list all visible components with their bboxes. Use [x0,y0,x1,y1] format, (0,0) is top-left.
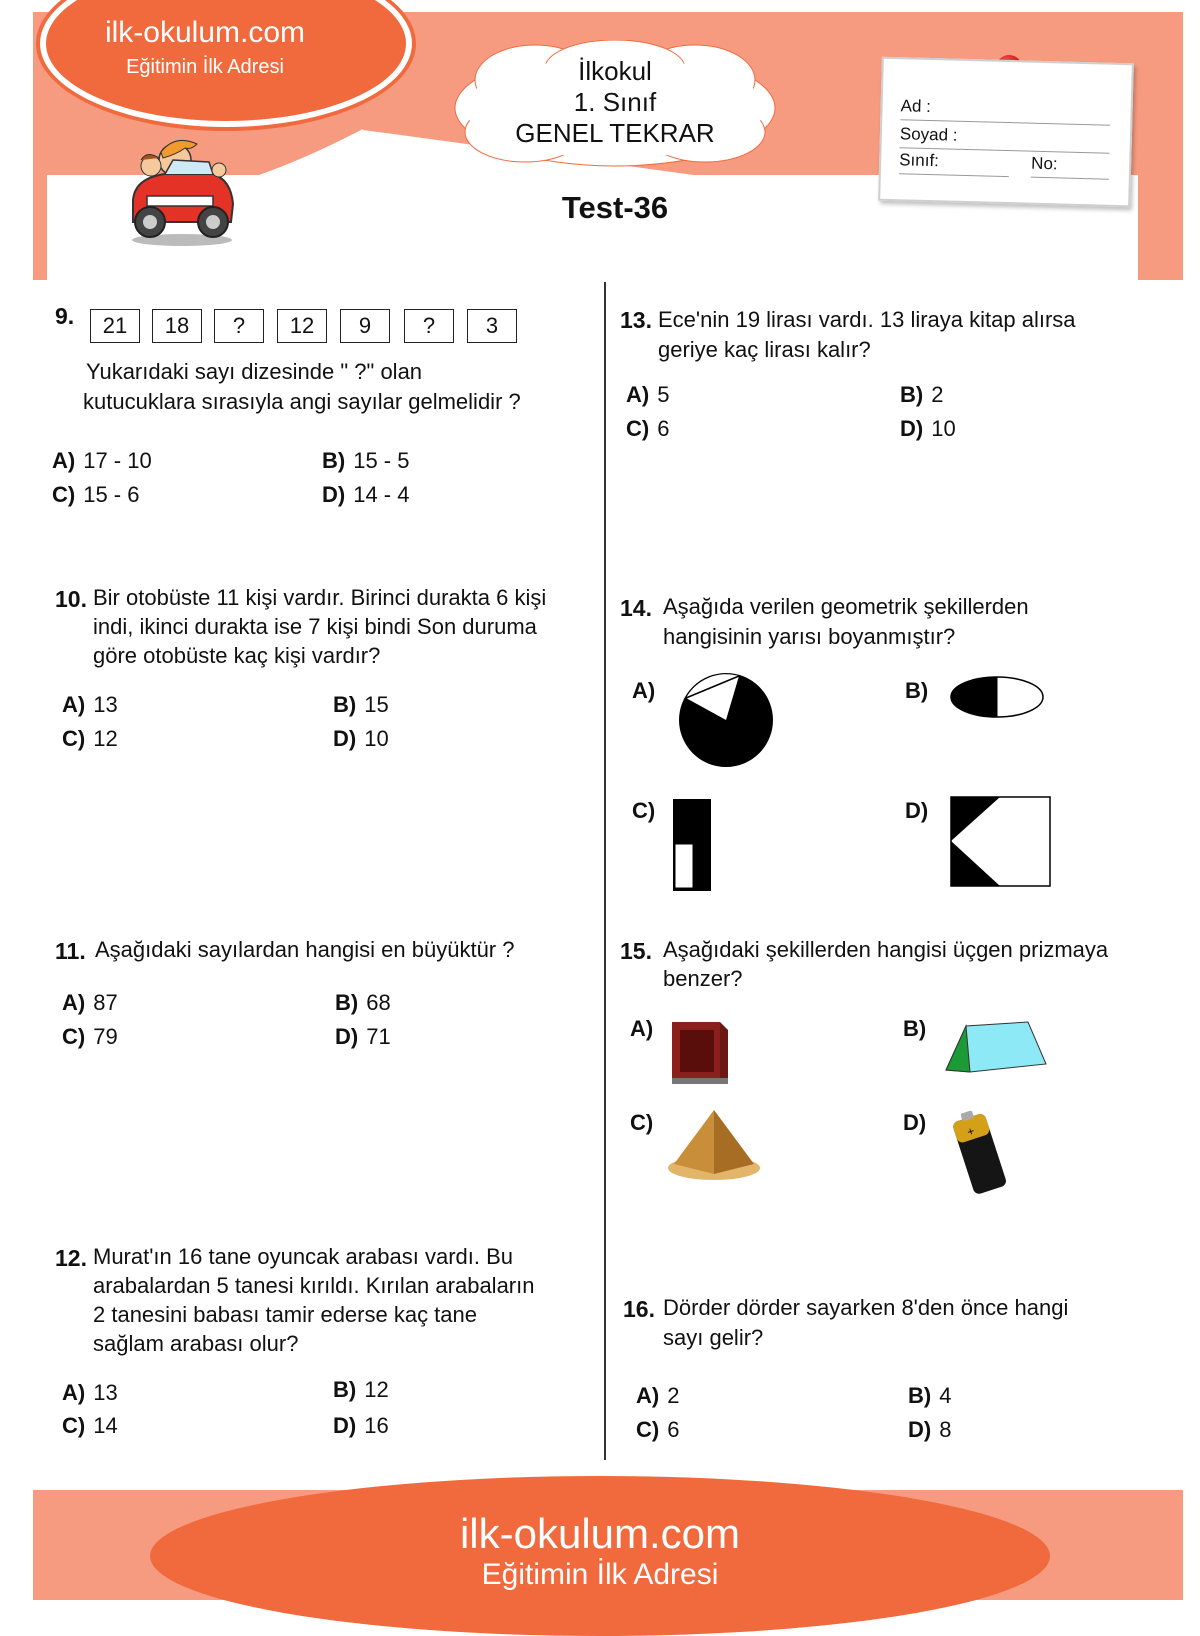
option-d[interactable] [908,1417,951,1443]
option-label: C) [52,482,76,507]
option-label: C) [636,1417,660,1442]
option-value: 15 - 5 [353,448,410,473]
option-value: 68 [366,990,391,1015]
subject-text: GENEL TEKRAR [515,118,715,148]
option-label: D) [900,416,924,441]
battery-cylinder-icon [944,1104,1014,1200]
triangular-prism-icon [942,1016,1052,1076]
option-value: 13 [93,1380,118,1405]
surname-field-label: Soyad : [900,123,1111,153]
header-left-edge [33,175,47,280]
option-b[interactable] [333,692,389,718]
sequence-box: ? [214,309,264,343]
option-label: C) [630,1110,654,1135]
question-text: hangisinin yarısı boyanmıştır? [663,624,956,649]
option-label: C) [62,1413,86,1438]
option-d[interactable] [905,798,936,824]
option-label: C) [62,726,86,751]
option-d[interactable] [903,1110,934,1136]
option-label: D) [903,1110,927,1135]
header-right-edge [1138,175,1183,280]
option-value: 87 [93,990,118,1015]
option-label: C) [62,1024,86,1049]
option-value: 4 [939,1383,952,1408]
class-field-label: Sınıf: [899,149,1010,177]
option-c[interactable] [636,1417,679,1443]
option-d[interactable] [333,1413,389,1439]
option-b[interactable] [905,678,936,704]
option-label: B) [333,1377,357,1402]
question-text: Aşağıdaki sayılardan hangisi en büyüktür ? [95,937,515,962]
option-value: 13 [93,692,118,717]
option-a[interactable] [632,678,663,704]
question-text: 2 tanesini babası tamir ederse kaç tane [93,1302,478,1327]
option-value: 17 - 10 [83,448,152,473]
option-label: A) [62,990,86,1015]
option-label: C) [626,416,650,441]
site-title: ilk-okulum.com [104,16,306,49]
rectangle-mostly-shaded-icon [672,798,712,892]
option-d[interactable] [900,416,956,442]
option-a[interactable] [62,990,118,1016]
cube-box-icon [668,1016,732,1086]
option-d[interactable] [322,482,409,508]
test-title: Test-36 [561,190,669,225]
column-divider [604,282,606,1460]
grade-text: 1. Sınıf [573,87,657,117]
sequence-box: ? [404,309,454,343]
option-label: D) [905,798,929,823]
option-c[interactable] [62,726,118,752]
circle-mostly-shaded-icon [676,670,776,770]
question-number: 15. [620,938,652,964]
question-text: sayı gelir? [663,1325,764,1350]
question-text: Aşağıda verilen geometrik şekillerden [663,594,1029,619]
option-label: A) [52,448,76,473]
option-value: 71 [366,1024,391,1049]
sequence-box: 3 [467,309,517,343]
sequence-box: 18 [152,309,202,343]
student-name-card [878,57,1134,208]
footer-site-title: ilk-okulum.com [459,1510,741,1557]
option-b[interactable] [322,448,409,474]
option-c[interactable] [632,798,663,824]
option-value: 16 [364,1413,389,1438]
question-number: 11. [55,938,86,964]
option-value: 15 - 6 [83,482,140,507]
option-label: D) [333,726,357,751]
question-number: 14. [620,595,652,621]
option-c[interactable] [630,1110,661,1136]
level-text: İlkokul [578,56,652,86]
question-number: 13. [620,307,652,333]
question-number: 12. [55,1245,87,1271]
option-label: B) [322,448,346,473]
option-a[interactable] [636,1383,679,1409]
option-value: 8 [939,1417,952,1442]
question-text: indi, ikinci durakta ise 7 kişi bindi Son duruma [93,614,537,639]
sequence-box: 9 [340,309,390,343]
option-label: B) [335,990,359,1015]
option-a[interactable] [62,692,118,718]
option-c[interactable] [52,482,139,508]
sequence-box: 21 [90,309,140,343]
option-label: D) [322,482,346,507]
question-number: 16. [623,1296,655,1322]
option-label: C) [632,798,656,823]
option-label: B) [903,1016,927,1041]
option-label: A) [626,382,650,407]
question-text: Dörder dörder sayarken 8'den önce hangi [663,1295,1069,1320]
question-number: 9. [55,303,75,329]
option-value: 12 [93,726,118,751]
option-value: 15 [364,692,389,717]
option-label: A) [630,1016,654,1041]
name-field-label: Ad : [900,95,1111,125]
option-value: 14 - 4 [353,482,410,507]
option-label: A) [62,1380,86,1405]
ellipse-half-shaded-icon [948,673,1048,723]
question-text: kutucuklara sırasıyla angi sayılar gelmelidir ? [83,389,521,414]
option-value: 10 [364,726,389,751]
option-label: B) [905,678,929,703]
question-text: Yukarıdaki sayı dizesinde " ?" olan [86,359,423,384]
question-number: 10. [55,586,87,612]
option-c[interactable] [62,1413,118,1439]
question-text: göre otobüste kaç kişi vardır? [93,643,381,668]
option-b[interactable] [908,1383,951,1409]
option-c[interactable] [62,1024,118,1050]
footer-site-slogan: Eğitimin İlk Adresi [481,1558,719,1591]
option-b[interactable] [900,382,943,408]
option-value: 10 [931,416,956,441]
option-a[interactable] [52,448,152,474]
question-text: geriye kaç lirası kalır? [658,337,871,362]
option-value: 6 [667,1417,680,1442]
option-d[interactable] [333,726,389,752]
option-label: A) [632,678,656,703]
header-cloud-text [470,56,760,149]
sequence-box: 12 [277,309,327,343]
option-label: D) [908,1417,932,1442]
question-text: arabalardan 5 tanesi kırıldı. Kırılan arabaların [93,1273,535,1298]
number-field-label: No: [1031,153,1110,180]
question-text: Bir otobüste 11 kişi vardır. Birinci durakta 6 kişi [93,585,547,610]
option-value: 2 [667,1383,680,1408]
option-a[interactable] [62,1380,118,1406]
option-value: 5 [657,382,670,407]
question-text: Aşağıdaki şekillerden hangisi üçgen prizmaya [663,937,1109,962]
option-c[interactable] [626,416,669,442]
option-label: B) [900,382,924,407]
option-value: 2 [931,382,944,407]
question-text: sağlam arabası olur? [93,1331,299,1356]
option-b[interactable] [333,1377,389,1403]
question-text: Murat'ın 16 tane oyuncak arabası vardı. Bu [93,1244,513,1269]
option-value: 6 [657,416,670,441]
option-value: 12 [364,1377,389,1402]
option-label: D) [333,1413,357,1438]
option-label: D) [335,1024,359,1049]
option-b[interactable] [903,1016,934,1042]
svg-text:+: + [965,1123,977,1140]
option-a[interactable] [630,1016,661,1042]
option-label: A) [636,1383,660,1408]
option-b[interactable] [335,990,391,1016]
question-text: benzer? [663,966,743,991]
option-d[interactable] [335,1024,391,1050]
option-label: B) [333,692,357,717]
square-triangle-shaded-icon [950,796,1052,888]
site-slogan: Eğitimin İlk Adresi [126,56,284,78]
option-a[interactable] [626,382,669,408]
question-text: Ece'nin 19 lirası vardı. 13 liraya kitap alırsa [658,307,1076,332]
option-label: A) [62,692,86,717]
option-label: B) [908,1383,932,1408]
car-mascot-icon [125,130,240,248]
pyramid-icon [664,1104,764,1184]
option-value: 14 [93,1413,118,1438]
option-value: 79 [93,1024,118,1049]
